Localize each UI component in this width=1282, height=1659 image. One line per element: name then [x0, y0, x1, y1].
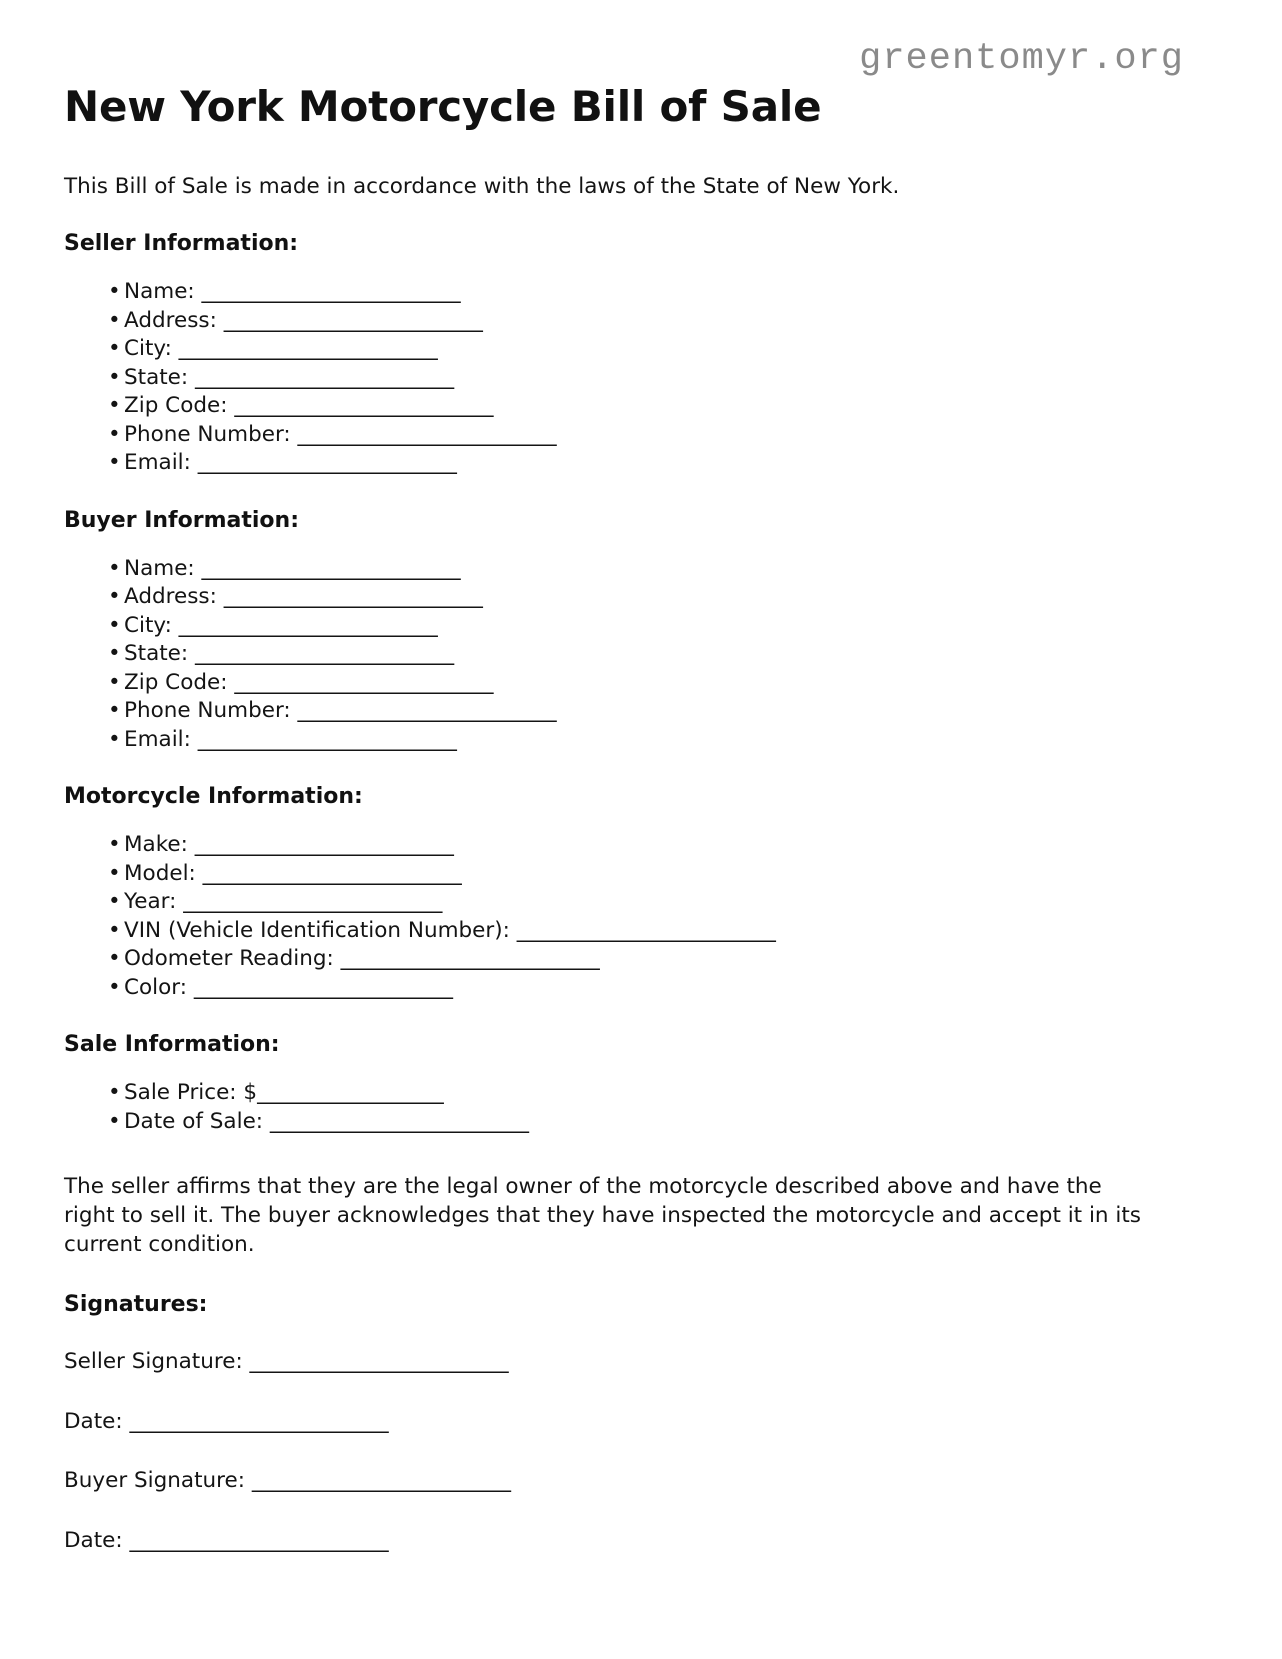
field-label: Zip Code: — [124, 393, 235, 419]
field-label: Email: — [124, 726, 198, 752]
sale-information-fields — [64, 1057, 1172, 1136]
field-blank[interactable]: _________________________ — [202, 860, 462, 886]
field-label: Name: — [124, 279, 202, 305]
affirmation-paragraph: The seller affirms that they are the legal owner of the motorcycle described above and have the right to sell it. The buyer acknowledges that they have inspected the motorcycle and accept it in its current condition. — [64, 1174, 1141, 1258]
field-label: Make: — [124, 832, 195, 858]
list-item — [64, 555, 1172, 584]
list-item — [64, 697, 1172, 726]
field-label: Date: — [64, 1408, 130, 1434]
signatures-heading: Signatures: — [64, 1292, 208, 1318]
field-blank[interactable]: _________________________ — [269, 1108, 529, 1134]
field-blank[interactable]: _________________________ — [234, 393, 494, 419]
list-item — [64, 364, 1172, 393]
field-label: Phone Number: — [124, 421, 298, 447]
field-blank[interactable]: _________________________ — [297, 421, 557, 447]
list-item — [64, 583, 1172, 612]
field-blank[interactable]: _________________________ — [197, 726, 457, 752]
list-item — [64, 917, 1172, 946]
field-blank[interactable]: __________________ — [257, 1080, 444, 1106]
field-label: Sale Price: $ — [124, 1080, 258, 1106]
field-blank[interactable]: _________________________ — [129, 1408, 389, 1434]
field-blank[interactable]: _________________________ — [297, 698, 557, 724]
field-blank[interactable]: _________________________ — [251, 1468, 511, 1494]
page-title: New York Motorcycle Bill of Sale — [64, 82, 822, 131]
field-label: Name: — [124, 555, 202, 581]
field-blank[interactable]: _________________________ — [234, 669, 494, 695]
field-label: Address: — [124, 307, 224, 333]
list-item — [64, 726, 1172, 755]
field-blank[interactable]: _________________________ — [194, 832, 454, 858]
list-item — [64, 1108, 1172, 1137]
buyer-information-fields — [64, 533, 1172, 755]
list-item — [64, 612, 1172, 641]
field-blank[interactable]: _________________________ — [249, 1349, 509, 1375]
seller-date-line — [64, 1377, 1172, 1437]
field-label: Phone Number: — [124, 698, 298, 724]
field-label: Seller Signature: — [64, 1349, 250, 1375]
buyer-information-heading: Buyer Information: — [64, 507, 299, 533]
field-blank[interactable]: _________________________ — [129, 1527, 389, 1553]
list-item — [64, 974, 1172, 1003]
buyer-signature-line — [64, 1436, 1172, 1496]
field-label: State: — [124, 364, 195, 390]
motorcycle-information-heading: Motorcycle Information: — [64, 784, 363, 810]
field-label: City: — [124, 612, 179, 638]
seller-information-fields — [64, 256, 1172, 478]
field-blank[interactable]: _________________________ — [178, 612, 438, 638]
list-item — [64, 421, 1172, 450]
list-item — [64, 335, 1172, 364]
field-blank[interactable]: _________________________ — [223, 307, 483, 333]
field-label: Model: — [124, 860, 203, 886]
field-blank[interactable]: _________________________ — [178, 336, 438, 362]
field-blank[interactable]: _________________________ — [201, 555, 461, 581]
list-item — [64, 860, 1172, 889]
field-blank[interactable]: _________________________ — [195, 641, 454, 667]
field-blank[interactable]: _________________________ — [516, 917, 776, 943]
field-label: Odometer Reading: — [124, 946, 341, 972]
field-blank[interactable]: _________________________ — [197, 450, 457, 476]
list-item — [64, 307, 1172, 336]
field-label: Date of Sale: — [124, 1108, 270, 1134]
list-item — [64, 449, 1172, 478]
document-content — [64, 0, 1172, 1555]
list-item — [64, 888, 1172, 917]
field-label: Date: — [64, 1527, 130, 1553]
field-blank[interactable]: _________________________ — [340, 946, 600, 972]
sale-information-heading: Sale Information: — [64, 1032, 280, 1058]
seller-information-heading: Seller Information: — [64, 231, 299, 257]
field-label: Color: — [124, 974, 194, 1000]
motorcycle-information-fields — [64, 809, 1172, 1002]
seller-signature-line — [64, 1317, 1172, 1377]
field-blank[interactable]: _________________________ — [201, 279, 461, 305]
buyer-date-line — [64, 1496, 1172, 1556]
list-item — [64, 669, 1172, 698]
list-item — [64, 1079, 1172, 1108]
list-item — [64, 831, 1172, 860]
list-item — [64, 640, 1172, 669]
field-label: Year: — [124, 889, 184, 915]
field-blank[interactable]: _________________________ — [223, 584, 483, 610]
field-blank[interactable]: _________________________ — [183, 889, 442, 915]
field-label: VIN (Vehicle Identification Number): — [124, 917, 517, 943]
site-watermark: greentomyr.org — [859, 38, 1184, 80]
list-item — [64, 278, 1172, 307]
field-label: State: — [124, 641, 195, 667]
intro-paragraph: This Bill of Sale is made in accordance with the laws of the State of New York. — [64, 174, 900, 199]
field-label: Zip Code: — [124, 669, 235, 695]
field-label: Buyer Signature: — [64, 1468, 252, 1494]
field-label: Address: — [124, 584, 224, 610]
field-label: City: — [124, 336, 179, 362]
field-blank[interactable]: _________________________ — [193, 974, 453, 1000]
list-item — [64, 392, 1172, 421]
list-item — [64, 945, 1172, 974]
field-blank[interactable]: _________________________ — [195, 364, 454, 390]
field-label: Email: — [124, 450, 198, 476]
